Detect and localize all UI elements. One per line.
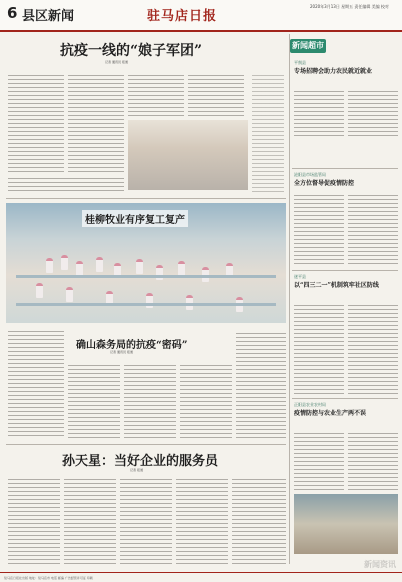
lead-headline: 抗疫一线的“娘子军团” [60, 43, 203, 59]
sidebar-divider [292, 270, 398, 271]
mountain-column-2 [68, 362, 120, 438]
sidebar-text-1b [348, 88, 398, 138]
section-title: 县区新闻 [22, 9, 75, 24]
mountain-column-3 [124, 362, 176, 438]
footer: 驻马店日报社出版 地址：驻马店市 电话 邮编 广告经营许可证 印刷 [0, 572, 402, 582]
sidebar-title-1: 专场招聘会助力农民就近就业 [294, 68, 373, 75]
sidebar-text-3 [294, 302, 344, 394]
lead-column-3 [128, 72, 184, 116]
news-supermarket-badge: 新闻超市 [290, 39, 326, 53]
paper-name: 驻马店日报 [147, 9, 218, 24]
divider [6, 198, 286, 199]
sidebar-title-3: 以“四三二一”机制筑牢社区防线 [294, 282, 379, 289]
sidebar-divider [289, 34, 290, 564]
sidebar-title-4: 疫情防控与农业生产两不误 [294, 410, 367, 417]
sidebar-place-3: 遂平县 [294, 274, 306, 279]
lead-column-2 [68, 72, 124, 172]
masthead [0, 0, 402, 32]
sidebar-text-2 [294, 192, 344, 266]
mountain-headline: 确山森务局的抗疫“密码” [76, 340, 188, 351]
lead-byline: 记者 通讯员 报道 [105, 60, 128, 64]
divider [6, 444, 286, 445]
sidebar-text-2b [348, 192, 398, 266]
sun-byline: 记者 报道 [130, 468, 143, 472]
mountain-column-1 [8, 328, 64, 438]
lead-photo [128, 120, 248, 190]
sidebar-photo [294, 494, 398, 554]
sidebar-text-4b [348, 430, 398, 490]
factory-headline: 桂柳牧业有序复工复产 [82, 210, 188, 227]
sidebar-text-1 [294, 88, 344, 138]
sidebar-text-3b [348, 302, 398, 394]
sun-column-4 [176, 476, 228, 564]
watermark: 新闻资讯 [364, 560, 396, 569]
lead-column-6 [252, 72, 284, 192]
sun-column-3 [120, 476, 172, 564]
lead-column-4 [188, 72, 244, 116]
sidebar-divider [292, 398, 398, 399]
sidebar-place-2: 泌阳县市场监管局 [294, 172, 326, 177]
mountain-column-4 [180, 362, 232, 438]
page-number: 6 [7, 4, 18, 22]
sun-headline: 孙天星：当好企业的服务员 [62, 454, 219, 469]
lead-column-1 [8, 72, 64, 172]
sidebar-divider [292, 168, 398, 169]
mountain-byline: 记者 通讯员 报道 [110, 350, 133, 354]
masthead-meta: 2020年3月13日 星期五 责任编辑 美编 校对 [310, 4, 389, 9]
sun-column-1 [8, 476, 60, 564]
mountain-column-5 [236, 330, 286, 438]
sidebar-text-4 [294, 430, 344, 490]
sun-column-2 [64, 476, 116, 564]
lead-column-5 [8, 175, 124, 193]
sidebar-place-1: 平舆县 [294, 60, 306, 65]
sidebar-title-2: 全方位督导促疫情防控 [294, 180, 355, 187]
sun-column-5 [232, 476, 286, 564]
sidebar-place-4: 正阳县农业农村局 [294, 402, 326, 407]
